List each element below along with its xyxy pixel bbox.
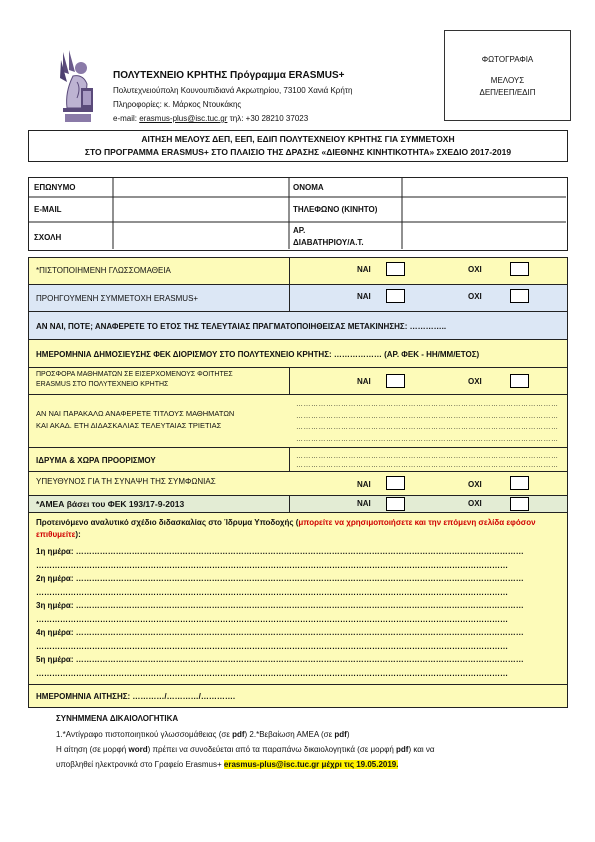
personal-details-table	[28, 177, 568, 251]
submission-text-d: υποβληθεί ηλεκτρονικά στο Γραφείο Erasmus+	[56, 760, 224, 769]
pdf-format-3: pdf	[396, 745, 409, 754]
photo-staff-type: ΔΕΠ/ΕΕΠ/ΕΔΙΠ	[479, 88, 536, 97]
course-titles-dotline-4: ……………………………………………………………………………………………	[296, 435, 559, 443]
day-2: 2η ημέρα: ……………………………………………………………………………………………………………………………………………………	[36, 574, 524, 583]
form-heading	[28, 130, 568, 162]
course-titles-field[interactable]	[296, 399, 559, 445]
course-offer-line1: ΠΡΟΣΦΟΡΑ ΜΑΘΗΜΑΤΩΝ ΣΕ ΕΙΣΕΡΧΟΜΕΝΟΥΣ ΦΟΙΤΗΤΕΣ	[36, 371, 233, 378]
course-offer-label	[36, 370, 233, 390]
application-date: ΗΜΕΡΟΜΗΝΙΑ ΑΙΤΗΣΗΣ: …………/…………/………….	[36, 692, 236, 701]
resp-yes-label: ΝΑΙ	[357, 480, 371, 489]
resp-no-label: ΟΧΙ	[468, 480, 482, 489]
school-label: ΣΧΟΛΗ	[34, 233, 62, 242]
photo-member: ΜΕΛΟΥΣ	[490, 76, 525, 85]
amea-no-label: ΟΧΙ	[468, 499, 482, 508]
course-offer-line2: ERASMUS ΣΤΟ ΠΟΛΥΤΕΧΝΕΙΟ ΚΡΗΤΗΣ	[36, 381, 169, 388]
day-1: 1η ημέρα: ……………………………………………………………………………………………………………………………………………………	[36, 547, 524, 556]
amea-yes-label: ΝΑΙ	[357, 499, 371, 508]
teaching-plan-heading	[36, 517, 556, 541]
course-titles-dotline-2: ……………………………………………………………………………………………	[296, 412, 559, 420]
institution-address: Πολυτεχνειούπολη Κουνουπιδιανά Ακρωτηρίου, 73100 Χανιά Κρήτη	[113, 86, 353, 95]
school-field[interactable]	[115, 224, 287, 248]
institution-title: ΠΟΛΥΤΕΧΝΕΙΟ ΚΡΗΤΗΣ Πρόγραμμα ERASMUS+	[113, 70, 345, 81]
course-titles-label	[36, 408, 234, 432]
teaching-plan-days[interactable]	[36, 545, 561, 680]
prev-yes-checkbox[interactable]	[386, 289, 405, 303]
course-titles-dotline-3: ……………………………………………………………………………………………	[296, 424, 559, 431]
language-label: *ΠΙΣΤΟΠΟΙΗΜΕΝΗ ΓΛΩΣΣΟΜΑΘΕΙΑ	[36, 266, 171, 275]
courses-yes-checkbox[interactable]	[386, 374, 405, 388]
phone-text: τηλ: +30 28210 37023	[227, 114, 309, 123]
courses-no-label: ΟΧΙ	[468, 377, 482, 386]
day-5-continuation: ……………………………………………………………………………………………………………………………………………………………	[36, 668, 508, 678]
destination-dotline-1: ……………………………………………………………………………………………	[296, 453, 559, 460]
attachments-text-c: )	[346, 730, 350, 739]
attachments-text-b: ) 2.*Βεβαίωση ΑΜΕΑ (σε	[244, 730, 335, 739]
resp-yes-checkbox[interactable]	[386, 476, 405, 490]
id-label	[293, 225, 364, 249]
day-4: 4η ημέρα: ……………………………………………………………………………………………………………………………………………………	[36, 628, 524, 637]
phone-label: ΤΗΛΕΦΩΝΟ (ΚΙΝΗΤΟ)	[293, 205, 378, 214]
id-label-line1: ΑΡ.	[293, 226, 306, 235]
courses-yes-label: ΝΑΙ	[357, 377, 371, 386]
submission-text-b: ) πρέπει να συνοδεύεται από τα παραπάνω δικαιολογητικά (σε μορφή	[147, 745, 397, 754]
email-line	[113, 114, 308, 123]
submission-deadline	[56, 760, 398, 769]
destination-label: ΙΔΡΥΜΑ & ΧΩΡΑ ΠΡΟΟΡΙΣΜΟΥ	[36, 456, 156, 465]
lang-yes-checkbox[interactable]	[386, 262, 405, 276]
email-link[interactable]: erasmus-plus@isc.tuc.gr	[139, 114, 228, 123]
attachments-title: ΣΥΝΗΜΜΕΝΑ ΔΙΚΑΙΟΛΟΓΗΤΙΚΑ	[56, 714, 179, 723]
tuc-logo	[55, 48, 97, 126]
photo-box	[444, 30, 571, 121]
surname-field[interactable]	[115, 179, 287, 196]
amea-label: *ΑΜΕΑ βάσει του ΦΕΚ 193/17-9-2013	[36, 499, 185, 509]
email-field[interactable]	[115, 199, 287, 221]
fek-date-label: ΗΜΕΡΟΜΗΝΙΑ ΔΗΜΟΣΙΕΥΣΗΣ ΦΕΚ ΔΙΟΡΙΣΜΟΥ ΣΤΟ ΠΟΛΥΤΕΧΝΕΙΟ ΚΡΗΤΗΣ: ……………… (ΑΡ. ΦΕΚ - ΗΗ/ΜΜ/ΕΤΟΣ)	[36, 350, 480, 359]
day-4-continuation: ……………………………………………………………………………………………………………………………………………………………	[36, 641, 508, 651]
name-field[interactable]	[404, 179, 564, 196]
phone-field[interactable]	[404, 199, 564, 221]
submission-text-a: Η αίτηση (σε μορφή	[56, 745, 129, 754]
day-5: 5η ημέρα: ……………………………………………………………………………………………………………………………………………………	[36, 655, 524, 664]
name-label: ΟΝΟΜΑ	[293, 183, 324, 192]
amea-no-checkbox[interactable]	[510, 497, 529, 511]
prev-yes-label: ΝΑΙ	[357, 292, 371, 301]
course-titles-line1: ΑΝ ΝΑΙ ΠΑΡΑΚΑΛΩ ΑΝΑΦΕΡΕΤΕ ΤΙΤΛΟΥΣ ΜΑΘΗΜΑΤΩΝ	[36, 409, 235, 418]
plan-heading-text: Προτεινόμενο αναλυτικό σχέδιο διδασκαλίας στο Ίδρυμα Υποδοχής (	[36, 518, 299, 527]
courses-no-checkbox[interactable]	[510, 374, 529, 388]
id-label-line2: ΔΙΑΒΑΤΗΡΙΟΥ/Α.Τ.	[293, 238, 364, 247]
destination-field[interactable]	[296, 452, 559, 470]
photo-label: ΦΩΤΟΓΡΑΦΙΑ	[481, 55, 534, 64]
day-3-continuation: ……………………………………………………………………………………………………………………………………………………………	[36, 614, 508, 624]
email-label: E-MAIL	[34, 205, 62, 214]
heading-line1: ΑΙΤΗΣΗ ΜΕΛΟΥΣ ΔΕΠ, ΕΕΠ, ΕΔΙΠ ΠΟΛΥΤΕΧΝΕΙΟΥ ΚΡΗΤΗΣ ΓΙΑ ΣΥΜΜΕΤΟΧΗ	[141, 134, 455, 144]
plan-heading-end: ):	[75, 530, 81, 539]
deadline-highlight[interactable]: erasmus-plus@isc.tuc.gr μέχρι τις 19.05.2019.	[223, 760, 399, 769]
submission-note	[56, 745, 568, 754]
pdf-format-2: pdf	[334, 730, 347, 739]
id-field[interactable]	[404, 224, 564, 248]
email-prefix: e-mail:	[113, 114, 140, 123]
when-label: ΑΝ ΝΑΙ, ΠΟΤΕ; ΑΝΑΦΕΡΕΤΕ ΤΟ ΕΤΟΣ ΤΗΣ ΤΕΛΕΥΤΑΙΑΣ ΠΡΑΓΜΑΤΟΠΟΙΗΘΕΙΣΑΣ ΜΕΤΑΚΙΝΗΣΗΣ: …………..	[36, 322, 447, 331]
destination-dotline-2: ……………………………………………………………………………………………	[296, 462, 559, 469]
day-3: 3η ημέρα: ……………………………………………………………………………………………………………………………………………………	[36, 601, 524, 610]
day-1-continuation: ……………………………………………………………………………………………………………………………………………………………	[36, 560, 508, 570]
plan-heading-note: μπορείτε να χρησιμοποιήσετε και την επόμενη σελίδα εφόσον επιθυμείτε	[36, 518, 536, 539]
pdf-format-1: pdf	[232, 730, 245, 739]
lang-no-label: ΟΧΙ	[468, 265, 482, 274]
info-contact: Πληροφορίες: κ. Μάρκος Ντουκάκης	[113, 100, 242, 109]
prev-no-label: ΟΧΙ	[468, 292, 482, 301]
lang-no-checkbox[interactable]	[510, 262, 529, 276]
prev-no-checkbox[interactable]	[510, 289, 529, 303]
day-2-continuation: ……………………………………………………………………………………………………………………………………………………………	[36, 587, 508, 597]
attachments-list	[56, 730, 350, 739]
course-titles-line2: ΚΑΙ ΑΚΑΔ. ΕΤΗ ΔΙΔΑΣΚΑΛΙΑΣ ΤΕΛΕΥΤΑΙΑΣ ΤΡΙΕΤΙΑΣ	[36, 421, 222, 430]
lang-yes-label: ΝΑΙ	[357, 265, 371, 274]
word-format: word	[128, 745, 148, 754]
resp-no-checkbox[interactable]	[510, 476, 529, 490]
surname-label: ΕΠΩΝΥΜΟ	[34, 183, 76, 192]
previous-label: ΠΡΟΗΓΟΥΜΕΝΗ ΣΥΜΜΕΤΟΧΗ ERASMUS+	[36, 294, 199, 303]
submission-text-c: ) και να	[408, 745, 435, 754]
course-titles-dotline-1: ……………………………………………………………………………………………	[296, 401, 559, 408]
responsible-label: ΥΠΕΥΘΥΝΟΣ ΓΙΑ ΤΗ ΣΥΝΑΨΗ ΤΗΣ ΣΥΜΦΩΝΙΑΣ	[36, 477, 216, 486]
amea-yes-checkbox[interactable]	[386, 497, 405, 511]
heading-line2: ΣΤΟ ΠΡΟΓΡΑΜΜΑ ERASMUS+ ΣΤΟ ΠΛΑΙΣΙΟ ΤΗΣ ΔΡΑΣΗΣ «ΔΙΕΘΝΗΣ ΚΙΝΗΤΙΚΟΤΗΤΑ» ΣΧΕΔΙΟ 2017-2019	[84, 147, 512, 157]
attachments-text-a: 1.*Αντίγραφο πιστοποιητικού γλωσσομάθειας (σε	[56, 730, 233, 739]
